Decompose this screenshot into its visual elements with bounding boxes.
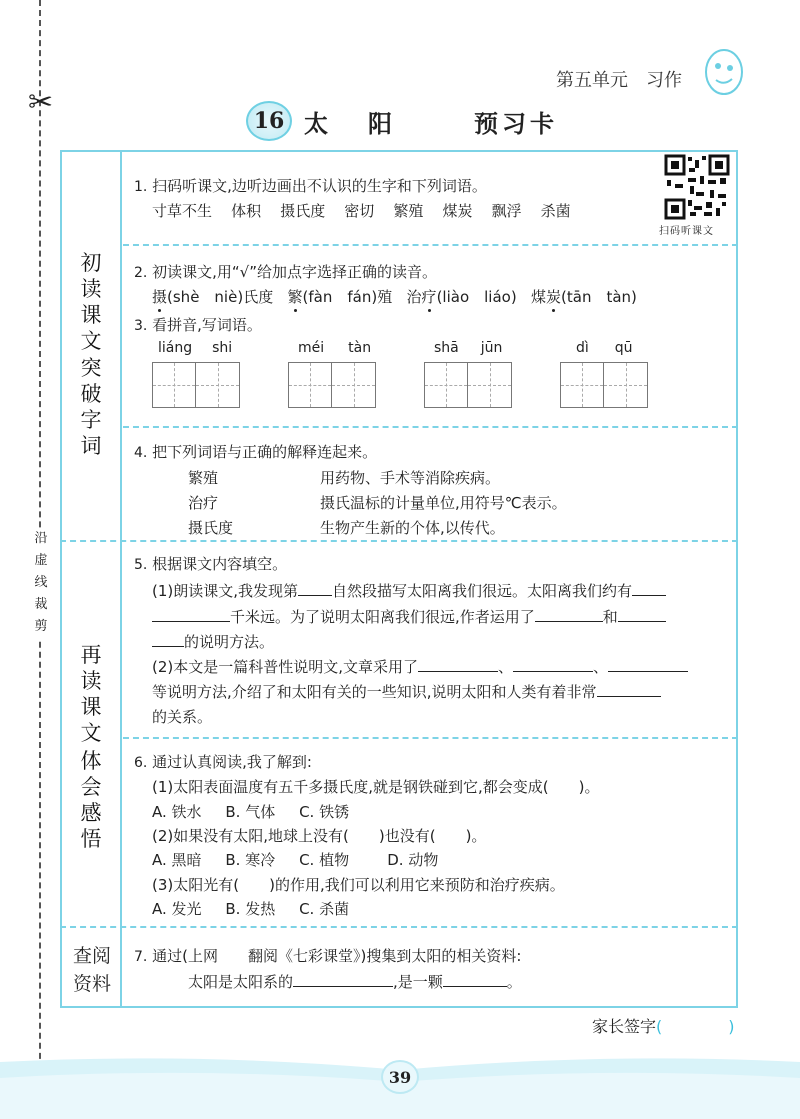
q5-line xyxy=(152,579,666,603)
unit-label: 第五单元 习作 xyxy=(556,70,682,91)
qr-label: 扫码听课文 xyxy=(659,226,714,237)
pinyin: qū xyxy=(614,340,633,356)
pinyin-box-4 xyxy=(560,340,648,408)
q6-sub-3: (3)太阳光有( )的作用,我们可以利用它来预防和治疗疾病。 xyxy=(152,876,565,894)
question-number: 7. xyxy=(134,949,148,965)
q4-right-definitions xyxy=(320,466,567,541)
parent-signature xyxy=(592,1014,735,1037)
text: (1)朗读课文,我发现第 xyxy=(152,582,299,600)
pinyin-box-2 xyxy=(288,340,376,408)
word-part: 煤 xyxy=(531,288,547,306)
writing-cell[interactable] xyxy=(152,362,196,408)
signature-open-paren: ( xyxy=(656,1017,663,1036)
text: (2)本文是一篇科普性说明文,文章采用了 xyxy=(152,658,419,676)
choice-option[interactable]: B. 发热 xyxy=(225,900,276,918)
pinyin: shi xyxy=(212,340,233,356)
word: 寸草不生 xyxy=(152,202,213,220)
text: 自然段描写太阳离我们很远。太阳离我们约有 xyxy=(332,582,633,600)
choice-option[interactable]: C. 铁锈 xyxy=(299,803,350,821)
text: 太阳是太阳系的 xyxy=(188,973,294,991)
writing-cell[interactable] xyxy=(560,362,604,408)
word-part: 治 xyxy=(406,288,422,306)
question-number: 6. xyxy=(134,755,148,771)
section-label-reread: 再读课文 xyxy=(80,643,102,745)
question-number: 2. xyxy=(134,265,148,281)
question-7 xyxy=(134,944,521,969)
qr-code-icon[interactable] xyxy=(664,154,730,220)
fill-blank[interactable] xyxy=(513,655,593,672)
text: 千米远。为了说明太阳离我们很远,作者运用了 xyxy=(230,608,535,626)
word-part: 氏度 xyxy=(243,288,274,306)
match-definition[interactable]: 用药物、手术等消除疾病。 xyxy=(320,469,501,487)
writing-cell[interactable] xyxy=(468,362,512,408)
choice-option[interactable]: A. 铁水 xyxy=(152,803,202,821)
choice-option[interactable]: A. 发光 xyxy=(152,900,202,918)
q5-line xyxy=(152,630,274,654)
question-5 xyxy=(134,552,287,577)
q6-options-3 xyxy=(152,897,349,921)
text: 的说明方法。 xyxy=(184,633,275,651)
choice-option[interactable]: C. 杀菌 xyxy=(299,900,350,918)
section-label-words: 突破字词 xyxy=(80,356,102,458)
q7-line xyxy=(188,970,522,994)
dotted-char: 繁 xyxy=(287,288,303,306)
question-1 xyxy=(134,174,487,199)
question-4 xyxy=(134,440,377,465)
pinyin-options[interactable]: (fàn fán) xyxy=(302,288,378,306)
choice-option[interactable]: A. 黑暗 xyxy=(152,851,202,869)
question-2 xyxy=(134,260,437,285)
word: 体积 xyxy=(231,202,262,220)
q6-options-2 xyxy=(152,848,438,872)
cut-label: 沿虚线裁剪 xyxy=(30,528,52,638)
q5-line xyxy=(152,705,212,729)
match-definition[interactable]: 生物产生新的个体,以传代。 xyxy=(320,519,505,537)
divider xyxy=(60,926,738,928)
divider xyxy=(123,426,738,428)
pinyin-box-1 xyxy=(152,340,240,408)
choice-option[interactable]: B. 气体 xyxy=(225,803,276,821)
question-text: 根据课文内容填空。 xyxy=(152,555,288,573)
dotted-char: 炭 xyxy=(546,288,562,306)
fill-blank[interactable] xyxy=(608,655,688,672)
section-label-research-line2: 资料 xyxy=(72,973,111,995)
text: 、 xyxy=(593,658,609,676)
fill-blank[interactable] xyxy=(443,970,507,987)
q4-left-words xyxy=(188,466,233,541)
scissors-icon: ✂ xyxy=(28,85,54,120)
pinyin-options[interactable]: (liào liáo) xyxy=(436,288,517,306)
card-label: 预习卡 xyxy=(474,110,558,138)
fill-blank[interactable] xyxy=(298,579,332,596)
question-text: 初读课文,用“√”给加点字选择正确的读音。 xyxy=(152,263,438,281)
fill-blank[interactable] xyxy=(535,605,603,622)
pinyin: méi xyxy=(298,340,325,356)
divider xyxy=(123,244,738,246)
text: 等说明方法,介绍了和太阳有关的一些知识,说明太阳和人类有着非常 xyxy=(152,683,597,701)
choice-option[interactable]: C. 植物 xyxy=(299,851,350,869)
q6-options-1 xyxy=(152,800,349,824)
q2-item xyxy=(407,288,517,306)
question-number: 3. xyxy=(134,318,148,334)
question-number: 5. xyxy=(134,557,148,573)
signature-label: 家长签字 xyxy=(592,1017,657,1036)
text: 和 xyxy=(602,608,618,626)
pinyin: shā xyxy=(434,340,459,356)
fill-blank[interactable] xyxy=(618,605,666,622)
question-3 xyxy=(134,313,262,338)
word: 密切 xyxy=(344,202,375,220)
question-number: 1. xyxy=(134,179,148,195)
q5-line xyxy=(152,655,688,679)
word: 煤炭 xyxy=(442,202,473,220)
writing-cell[interactable] xyxy=(196,362,240,408)
text: 的关系。 xyxy=(152,708,213,726)
q2-options-row xyxy=(152,285,637,309)
question-text: 通过认真阅读,我了解到: xyxy=(152,753,312,771)
text: 、 xyxy=(498,658,514,676)
signature-close-paren: ) xyxy=(728,1017,735,1036)
fill-blank[interactable] xyxy=(418,655,498,672)
match-definition[interactable]: 摄氏温标的计量单位,用符号℃表示。 xyxy=(320,494,567,512)
writing-cell[interactable] xyxy=(332,362,376,408)
writing-cell[interactable] xyxy=(604,362,648,408)
fill-blank[interactable] xyxy=(632,579,666,596)
text: 。 xyxy=(506,973,522,991)
choice-option[interactable]: D. 动物 xyxy=(387,851,439,869)
question-6 xyxy=(134,750,312,775)
dotted-char: 摄 xyxy=(152,288,168,306)
word: 繁殖 xyxy=(393,202,424,220)
section-label-research xyxy=(66,942,118,998)
fill-blank[interactable] xyxy=(293,970,393,987)
pinyin: jūn xyxy=(480,340,503,356)
text: ,是一颗 xyxy=(393,973,443,991)
question-text: 把下列词语与正确的解释连起来。 xyxy=(152,443,378,461)
match-word[interactable]: 繁殖 xyxy=(188,469,219,487)
word: 杀菌 xyxy=(540,202,571,220)
question-text: 看拼音,写词语。 xyxy=(152,316,262,334)
pinyin-box-3 xyxy=(424,340,512,408)
choice-option[interactable]: B. 寒冷 xyxy=(225,851,276,869)
pinyin: dì xyxy=(576,340,589,356)
q6-sub-2: (2)如果没有太阳,地球上没有( )也没有( )。 xyxy=(152,827,487,845)
match-word[interactable]: 治疗 xyxy=(188,494,219,512)
decorative-doodle-icon xyxy=(702,46,746,98)
match-word[interactable]: 摄氏度 xyxy=(188,519,234,537)
section-label-first-reading: 初读课文 xyxy=(80,251,102,353)
page-number: 39 xyxy=(381,1060,419,1094)
q5-line xyxy=(152,605,666,629)
q2-item xyxy=(531,288,637,306)
writing-cell[interactable] xyxy=(288,362,332,408)
lesson-number-badge: 16 xyxy=(246,101,292,141)
q6-sub-1: (1)太阳表面温度有五千多摄氏度,就是钢铁碰到它,都会变成( )。 xyxy=(152,778,600,796)
word: 飘浮 xyxy=(491,202,522,220)
pinyin: tàn xyxy=(348,340,372,356)
pinyin: liáng xyxy=(158,340,193,356)
dotted-char: 疗 xyxy=(421,288,437,306)
word: 摄氏度 xyxy=(280,202,326,220)
fill-blank[interactable] xyxy=(152,605,230,622)
q2-item xyxy=(152,288,273,306)
fill-blank[interactable] xyxy=(597,680,661,697)
question-number: 4. xyxy=(134,445,148,461)
fill-blank[interactable] xyxy=(152,630,184,647)
lesson-title: 太阳 xyxy=(304,109,432,138)
question-text: 通过(上网 翻阅《七彩课堂》)搜集到太阳的相关资料: xyxy=(152,947,522,965)
divider xyxy=(123,737,738,739)
pinyin-options[interactable]: (shè niè) xyxy=(167,288,244,306)
q1-word-list xyxy=(152,199,571,223)
section-label-research-line1: 查阅 xyxy=(72,945,111,967)
q2-item xyxy=(288,288,393,306)
q5-line xyxy=(152,680,661,704)
writing-cell[interactable] xyxy=(424,362,468,408)
pinyin-options[interactable]: (tān tàn) xyxy=(561,288,637,306)
section-label-insight: 体会感悟 xyxy=(80,749,102,851)
word-part: 殖 xyxy=(377,288,393,306)
question-text: 扫码听课文,边听边画出不认识的生字和下列词语。 xyxy=(152,177,487,195)
